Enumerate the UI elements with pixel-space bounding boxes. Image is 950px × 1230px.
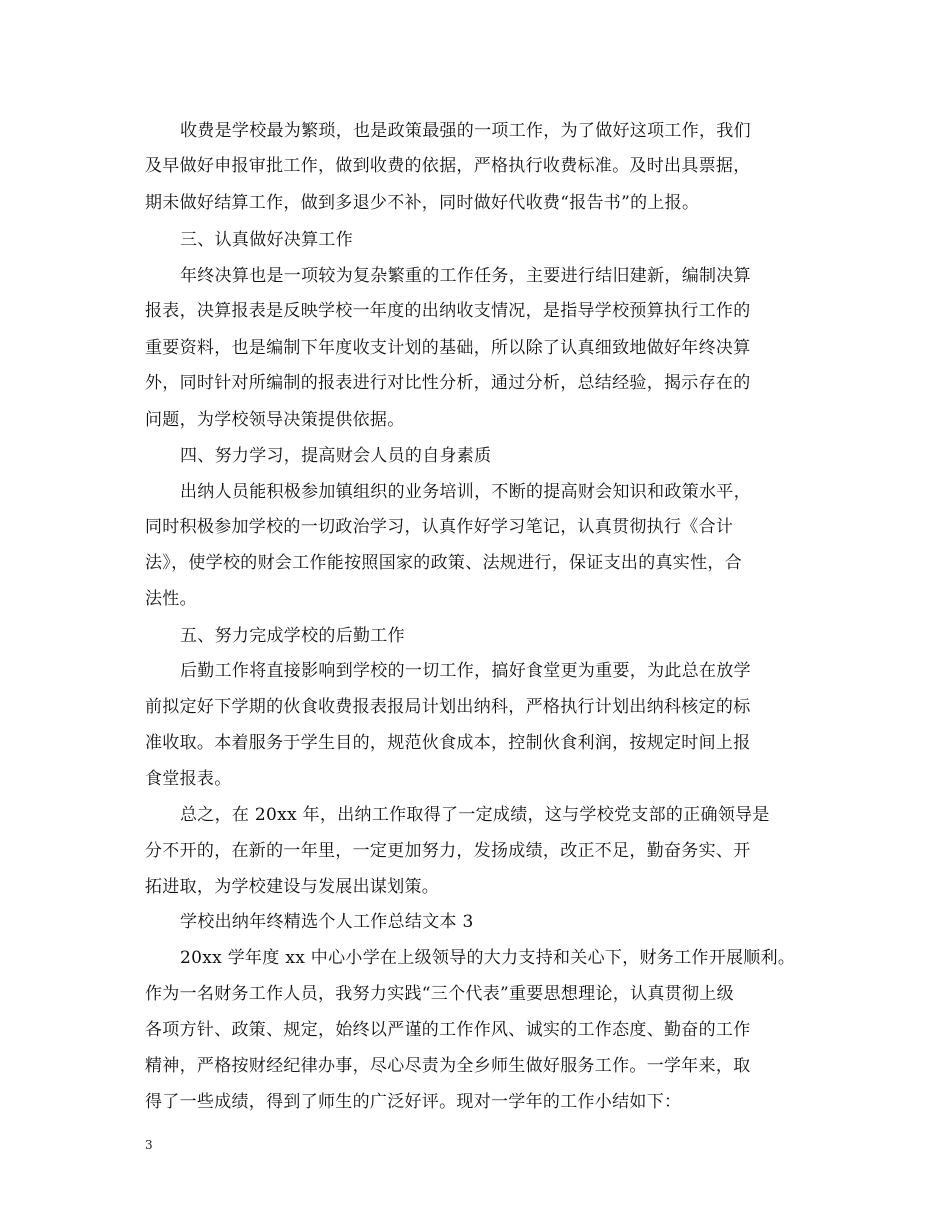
paragraph-line: 20xx 学年度 xx 中心小学在上级领导的大力支持和关心下，财务工作开展顺利。: [180, 948, 796, 968]
paragraph-line: 精神，严格按财经纪律办事，尽心尽责为全乡师生做好服务工作。一学年来，取: [145, 1056, 751, 1076]
paragraph-line: 期未做好结算工作，做到多退少不补，同时做好代收费“报告书”的上报。: [145, 193, 700, 213]
section-heading: 三、认真做好决算工作: [180, 230, 353, 250]
paragraph-line: 各项方针、政策、规定，始终以严谨的工作作风、诚实的工作态度、勤奋的工作: [145, 1020, 751, 1040]
paragraph-line: 作为一名财务工作人员，我努力实践“三个代表”重要思想理论，认真贯彻上级: [145, 984, 734, 1004]
paragraph-line: 出纳人员能积极参加镇组织的业务培训，不断的提高财会知识和政策水平，: [180, 482, 751, 502]
paragraph-line: 报表，决算报表是反映学校一年度的出纳收支情况，是指导学校预算执行工作的: [145, 301, 751, 321]
paragraph-line: 收费是学校最为繁琐，也是政策最强的一项工作，为了做好这项工作，我们: [180, 121, 751, 141]
paragraph-line: 食堂报表。: [145, 769, 232, 789]
paragraph-line: 及早做好申报审批工作，做到收费的依据，严格执行收费标准。及时出具票据，: [145, 156, 751, 176]
paragraph-line: 分不开的，在新的一年里，一定更加努力，发扬成绩，改正不足，勤奋务实、开: [145, 841, 751, 861]
paragraph-line: 总之，在 20xx 年，出纳工作取得了一定成绩，这与学校党支部的正确领导是: [180, 805, 770, 825]
paragraph-line: 拓进取，为学校建设与发展出谋划策。: [145, 877, 440, 897]
paragraph-line: 同时积极参加学校的一切政治学习，认真作好学习笔记，认真贯彻执行《合计: [145, 517, 734, 537]
paragraph-line: 年终决算也是一项较为复杂繁重的工作任务，主要进行结旧建新，编制决算: [180, 266, 751, 286]
paragraph-line: 重要资料，也是编制下年度收支计划的基础，所以除了认真细致地做好年终决算: [145, 338, 751, 358]
paragraph-line: 前拟定好下学期的伙食收费报表报局计划出纳科，严格执行计划出纳科核定的标: [145, 697, 751, 717]
paragraph-line: 得了一些成绩，得到了师生的广泛好评。现对一学年的工作小结如下：: [145, 1092, 682, 1112]
section-heading: 五、努力完成学校的后勤工作: [180, 626, 405, 646]
paragraph-line: 法》，使学校的财会工作能按照国家的政策、法规进行，保证支出的真实性，合: [145, 553, 742, 573]
paragraph-line: 准收取。本着服务于学生目的，规范伙食成本，控制伙食利润，按规定时间上报: [145, 733, 751, 753]
paragraph-line: 问题，为学校领导决策提供依据。: [145, 410, 405, 430]
paragraph-line: 外，同时针对所编制的报表进行对比性分析，通过分析，总结经验，揭示存在的: [145, 373, 751, 393]
paragraph-line: 法性。: [145, 589, 197, 609]
paragraph-line: 后勤工作将直接影响到学校的一切工作，搞好食堂更为重要，为此总在放学: [180, 661, 751, 681]
section-heading: 四、努力学习，提高财会人员的自身素质: [180, 446, 492, 466]
article-title: 学校出纳年终精选个人工作总结文本 3: [180, 912, 474, 932]
page-number: 3: [145, 1138, 153, 1152]
